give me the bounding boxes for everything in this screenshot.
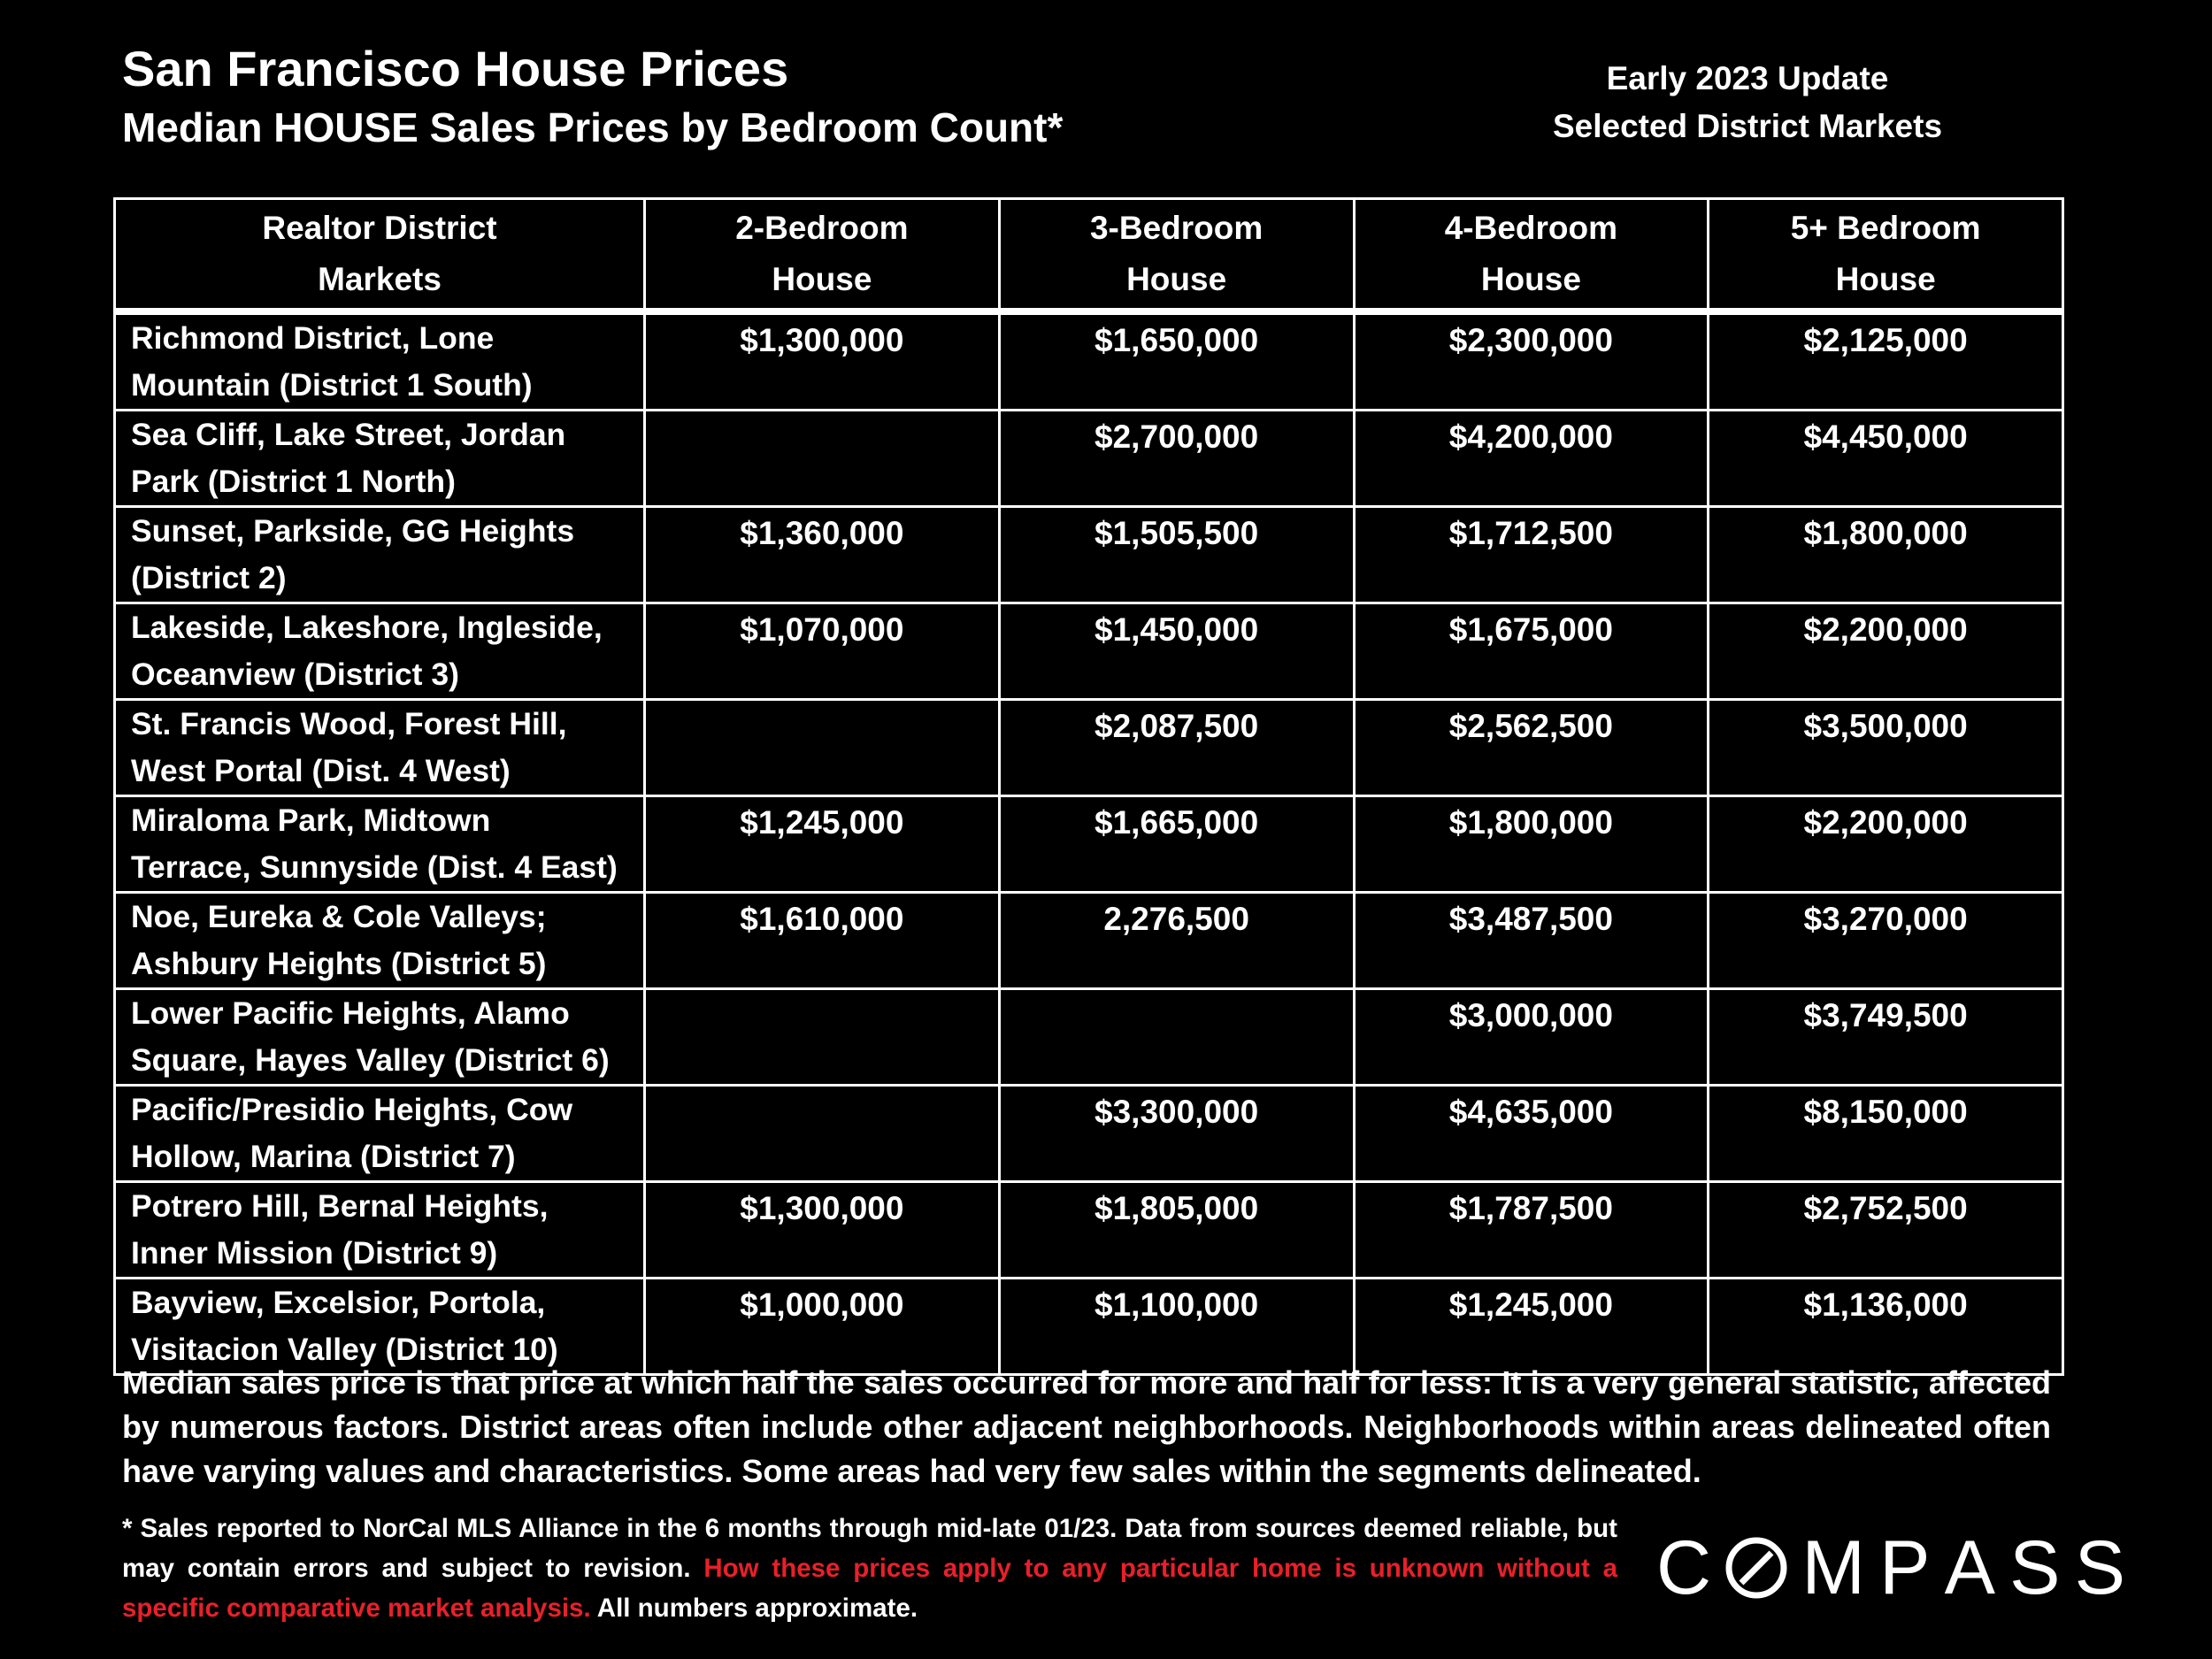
price-5-plus-bedroom: $2,200,000 xyxy=(1709,603,2063,700)
header-line: Realtor District xyxy=(262,210,497,246)
district-line: Lakeside, Lakeshore, Ingleside, xyxy=(131,610,603,645)
footnote xyxy=(122,1509,1617,1628)
price-2-bedroom: $1,360,000 xyxy=(645,507,1000,603)
price-2-bedroom: $1,610,000 xyxy=(645,893,1000,989)
price-4-bedroom: $1,800,000 xyxy=(1354,796,1709,893)
district-line: Oceanview (District 3) xyxy=(131,657,459,692)
price-4-bedroom: $2,300,000 xyxy=(1354,311,1709,411)
district-line: Richmond District, Lone xyxy=(131,320,495,356)
district-line: Sunset, Parkside, GG Heights xyxy=(131,513,575,549)
price-5-plus-bedroom: $2,125,000 xyxy=(1709,311,2063,411)
header-line: 5+ Bedroom xyxy=(1790,210,1981,246)
price-table xyxy=(113,197,2064,1376)
price-5-plus-bedroom: $4,450,000 xyxy=(1709,411,2063,507)
district-cell xyxy=(115,507,645,603)
table-body xyxy=(115,311,2063,1375)
price-5-plus-bedroom: $2,752,500 xyxy=(1709,1182,2063,1279)
district-cell xyxy=(115,989,645,1086)
price-5-plus-bedroom: $1,800,000 xyxy=(1709,507,2063,603)
price-2-bedroom: $1,245,000 xyxy=(645,796,1000,893)
header-line: House xyxy=(1480,261,1581,297)
price-3-bedroom: $1,665,000 xyxy=(999,796,1354,893)
price-3-bedroom: $1,505,500 xyxy=(999,507,1354,603)
price-3-bedroom: $2,087,500 xyxy=(999,700,1354,796)
update-line-2: Selected District Markets xyxy=(1552,108,1943,144)
footnote-sources: * Sales reported to NorCal MLS Alliance in the 6 months through mid-late 01/23. Data from sources deemed reliable, but may contain errors and subject to revision. xyxy=(122,1514,1617,1583)
district-cell xyxy=(115,796,645,893)
price-3-bedroom: $1,650,000 xyxy=(999,311,1354,411)
median-note: Median sales price is that price at which half the sales occurred for more and half for less: It is a very general statistic, affected by numerous factors. District areas often include other adjacent neighborhoods. Neighborhoods within areas delineated often have varying values and characteristics. Some areas had very few sales within the segments delineated. xyxy=(122,1364,2051,1489)
table-header-row xyxy=(115,199,2063,312)
district-line: Mountain (District 1 South) xyxy=(131,367,533,403)
price-5-plus-bedroom: $1,136,000 xyxy=(1709,1279,2063,1375)
table-row xyxy=(115,603,2063,700)
district-line: Lower Pacific Heights, Alamo xyxy=(131,995,570,1031)
update-label xyxy=(1486,55,2008,150)
table-row xyxy=(115,507,2063,603)
district-line: St. Francis Wood, Forest Hill, xyxy=(131,706,567,741)
district-line: Miraloma Park, Midtown xyxy=(131,803,491,838)
table-row xyxy=(115,1086,2063,1182)
district-line: (District 2) xyxy=(131,560,287,595)
header-line: Markets xyxy=(318,261,442,297)
header-line: 2-Bedroom xyxy=(735,210,909,246)
price-5-plus-bedroom: $3,500,000 xyxy=(1709,700,2063,796)
district-cell xyxy=(115,893,645,989)
table-row xyxy=(115,893,2063,989)
price-2-bedroom: $1,300,000 xyxy=(645,311,1000,411)
district-line: Terrace, Sunnyside (Dist. 4 East) xyxy=(131,849,618,885)
page-subtitle: Median HOUSE Sales Prices by Bedroom Count* xyxy=(122,104,1064,150)
price-3-bedroom: $1,450,000 xyxy=(999,603,1354,700)
page-title: San Francisco House Prices xyxy=(122,41,789,96)
header-5-plus-bedroom xyxy=(1709,199,2063,312)
price-4-bedroom: $1,245,000 xyxy=(1354,1279,1709,1375)
price-3-bedroom: $1,100,000 xyxy=(999,1279,1354,1375)
logo-letter: M xyxy=(1801,1525,1865,1610)
header-line: House xyxy=(1126,261,1227,297)
price-2-bedroom xyxy=(645,411,1000,507)
logo-letter: C xyxy=(1656,1525,1712,1610)
district-cell xyxy=(115,603,645,700)
header-line: House xyxy=(772,261,872,297)
header-4-bedroom xyxy=(1354,199,1709,312)
price-5-plus-bedroom: $3,270,000 xyxy=(1709,893,2063,989)
table-row xyxy=(115,1182,2063,1279)
district-cell xyxy=(115,1182,645,1279)
table-row xyxy=(115,311,2063,411)
price-3-bedroom: $3,300,000 xyxy=(999,1086,1354,1182)
district-line: Noe, Eureka & Cole Valleys; xyxy=(131,899,547,934)
price-4-bedroom: $3,487,500 xyxy=(1354,893,1709,989)
district-line: Inner Mission (District 9) xyxy=(131,1235,498,1271)
logo-letter: S xyxy=(2074,1525,2125,1610)
district-cell xyxy=(115,411,645,507)
price-3-bedroom xyxy=(999,989,1354,1086)
price-4-bedroom: $1,712,500 xyxy=(1354,507,1709,603)
price-5-plus-bedroom: $8,150,000 xyxy=(1709,1086,2063,1182)
district-line: Sea Cliff, Lake Street, Jordan xyxy=(131,417,566,452)
district-cell xyxy=(115,700,645,796)
header-district xyxy=(115,199,645,312)
price-2-bedroom: $1,070,000 xyxy=(645,603,1000,700)
price-4-bedroom: $4,200,000 xyxy=(1354,411,1709,507)
price-5-plus-bedroom: $2,200,000 xyxy=(1709,796,2063,893)
price-2-bedroom xyxy=(645,700,1000,796)
price-3-bedroom: $2,700,000 xyxy=(999,411,1354,507)
header-line: 3-Bedroom xyxy=(1089,210,1263,246)
price-4-bedroom: $1,787,500 xyxy=(1354,1182,1709,1279)
district-cell xyxy=(115,311,645,411)
price-4-bedroom: $3,000,000 xyxy=(1354,989,1709,1086)
district-line: West Portal (Dist. 4 West) xyxy=(131,753,511,788)
header-line: House xyxy=(1835,261,1936,297)
district-line: Park (District 1 North) xyxy=(131,464,456,499)
table-row xyxy=(115,989,2063,1086)
district-line: Bayview, Excelsior, Portola, xyxy=(131,1285,546,1320)
logo-letter: S xyxy=(2009,1525,2061,1610)
price-3-bedroom: $1,805,000 xyxy=(999,1182,1354,1279)
footnote-approximate: All numbers approximate. xyxy=(596,1594,918,1623)
logo-letter: P xyxy=(1879,1525,1931,1610)
footnote-disclaimer: How these prices apply to any particular home is unknown without a specific comparative market analysis. xyxy=(122,1554,1617,1623)
price-3-bedroom: 2,276,500 xyxy=(999,893,1354,989)
table-row xyxy=(115,700,2063,796)
compass-logo xyxy=(1656,1524,2125,1612)
header-3-bedroom xyxy=(999,199,1354,312)
district-line: Ashbury Heights (District 5) xyxy=(131,946,547,981)
price-2-bedroom xyxy=(645,1086,1000,1182)
district-line: Potrero Hill, Bernal Heights, xyxy=(131,1188,549,1224)
price-2-bedroom: $1,300,000 xyxy=(645,1182,1000,1279)
price-4-bedroom: $2,562,500 xyxy=(1354,700,1709,796)
price-2-bedroom: $1,000,000 xyxy=(645,1279,1000,1375)
price-4-bedroom: $1,675,000 xyxy=(1354,603,1709,700)
header-line: 4-Bedroom xyxy=(1444,210,1618,246)
district-cell xyxy=(115,1086,645,1182)
header-2-bedroom xyxy=(645,199,1000,312)
logo-letter: A xyxy=(1944,1525,1995,1610)
update-line-1: Early 2023 Update xyxy=(1606,60,1889,96)
district-line: Pacific/Presidio Heights, Cow xyxy=(131,1092,573,1127)
compass-o-icon xyxy=(1725,1537,1787,1599)
price-4-bedroom: $4,635,000 xyxy=(1354,1086,1709,1182)
table-row xyxy=(115,411,2063,507)
district-line: Hollow, Marina (District 7) xyxy=(131,1139,516,1174)
price-5-plus-bedroom: $3,749,500 xyxy=(1709,989,2063,1086)
table-row xyxy=(115,796,2063,893)
district-line: Visitacion Valley (District 10) xyxy=(131,1332,558,1367)
price-2-bedroom xyxy=(645,989,1000,1086)
district-line: Square, Hayes Valley (District 6) xyxy=(131,1042,610,1078)
